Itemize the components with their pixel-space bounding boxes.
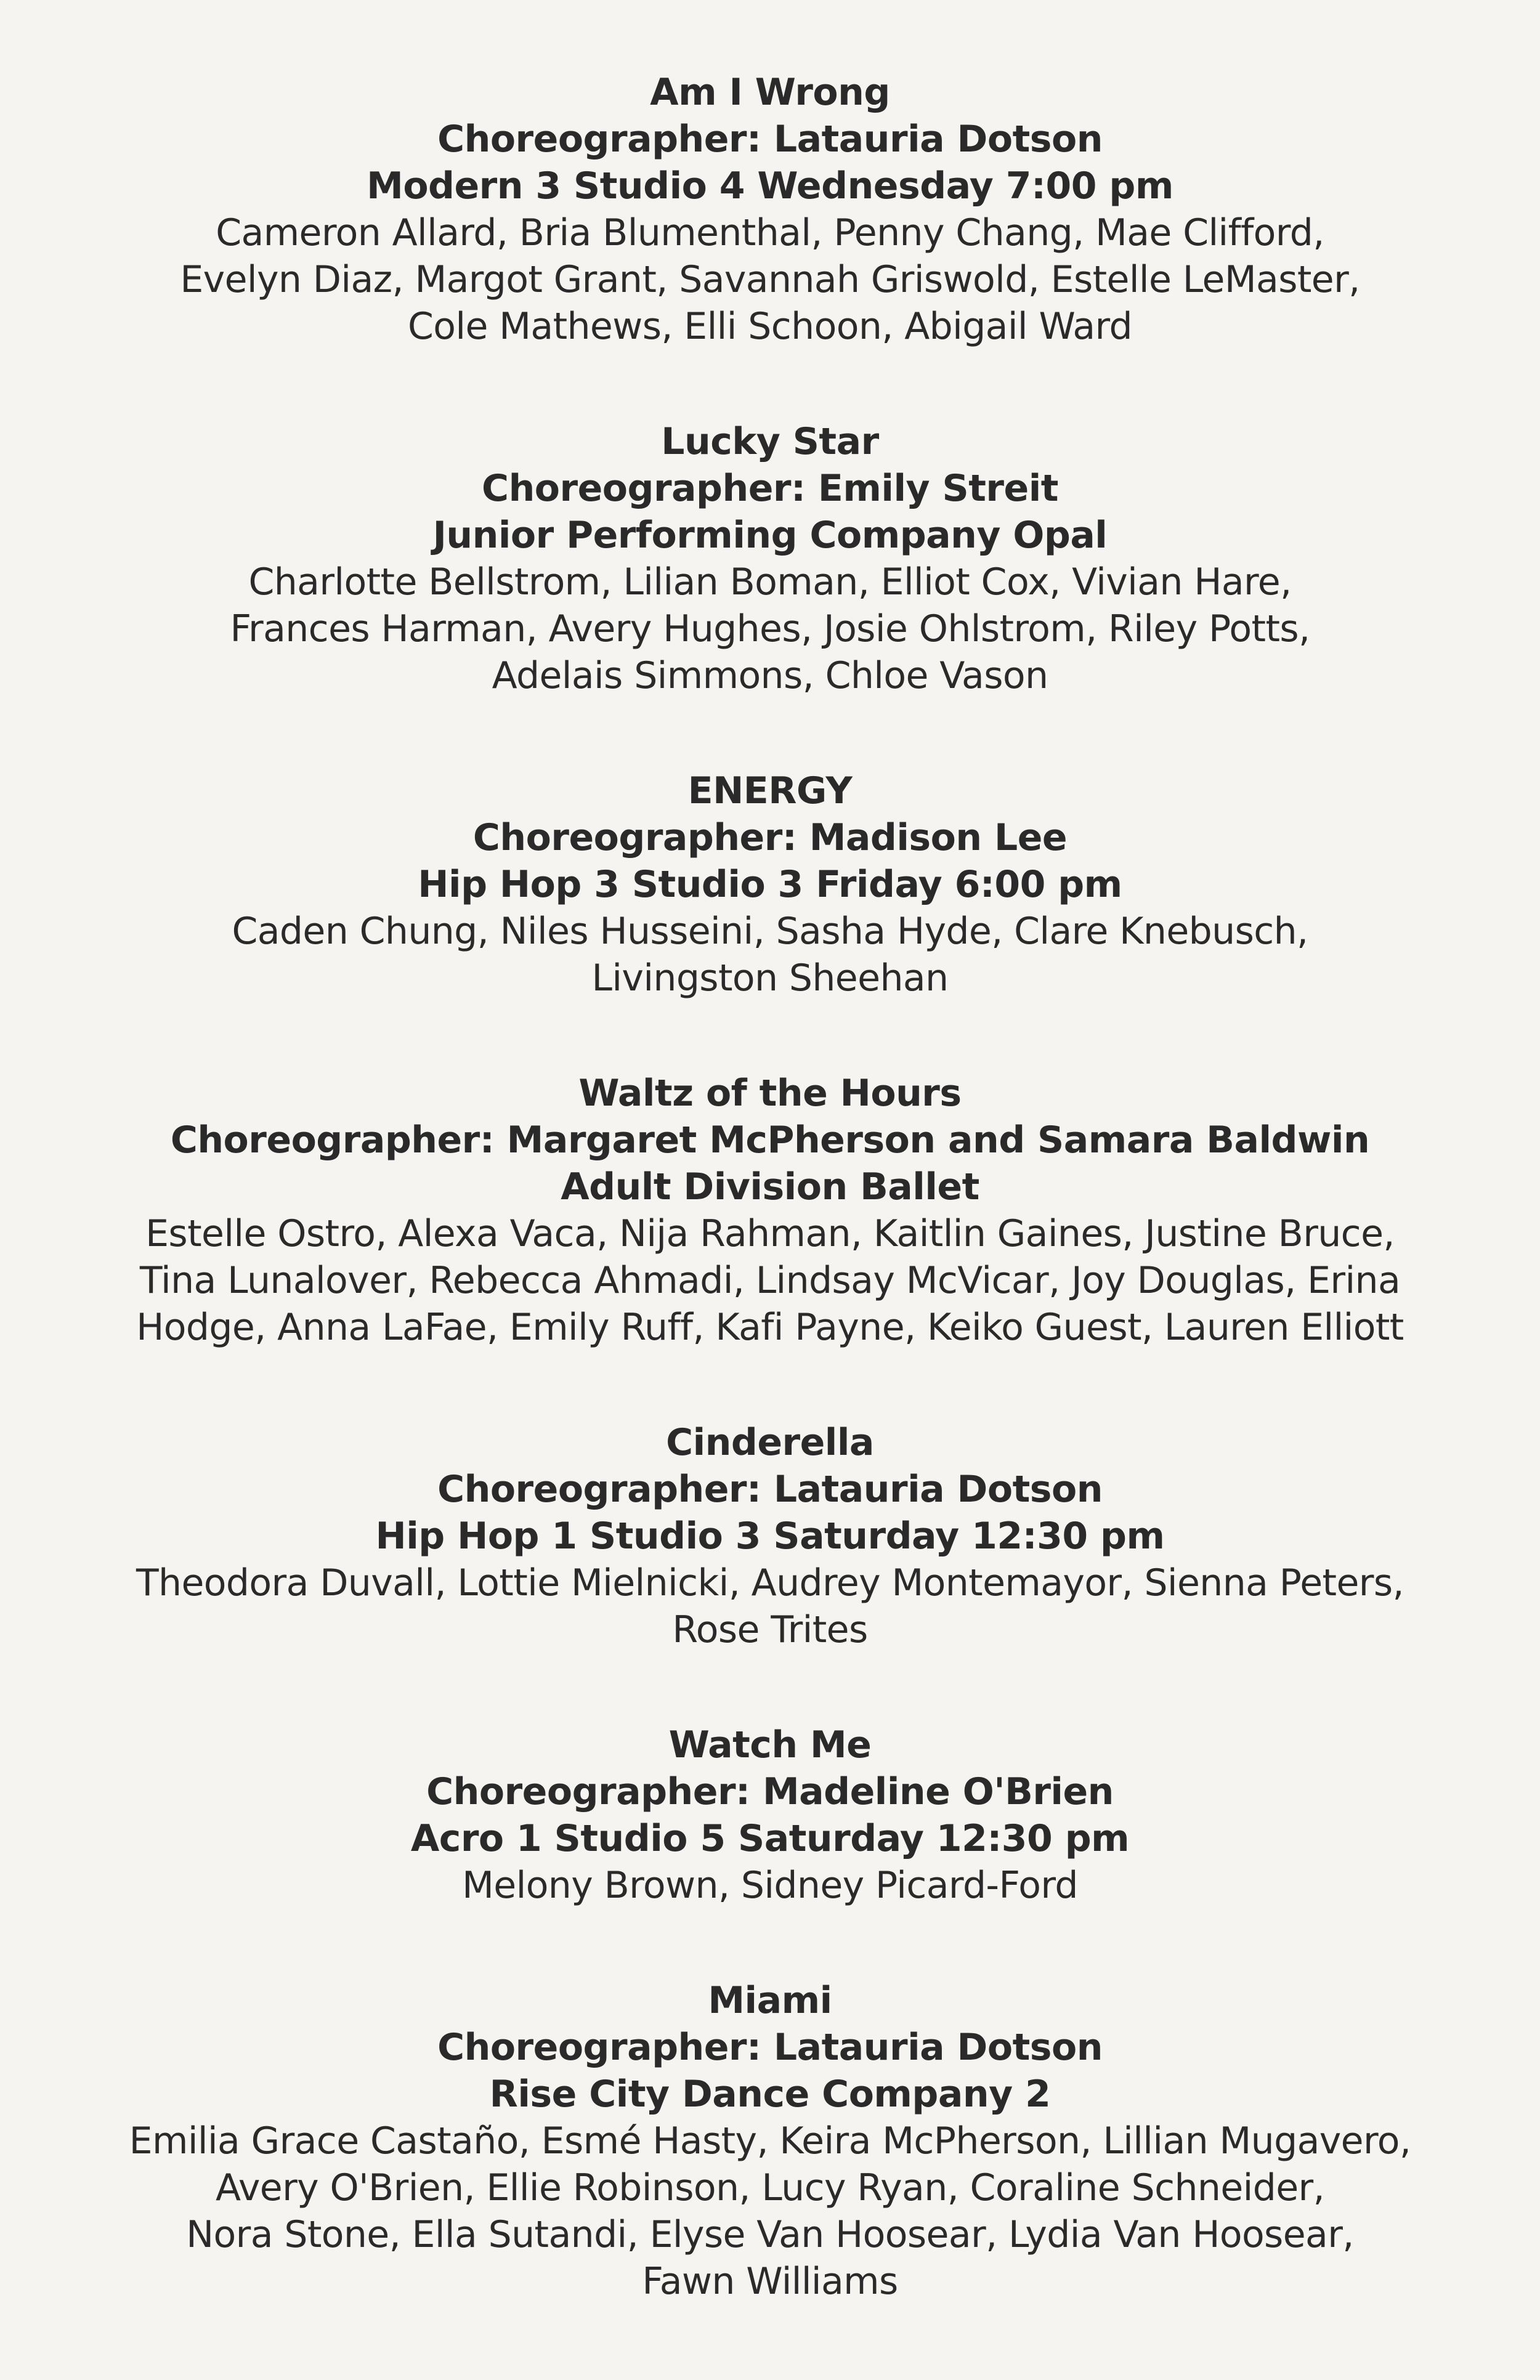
cast-line: Cole Mathews, Elli Schoon, Abigail Ward bbox=[407, 305, 1133, 348]
piece-choreographer: Choreographer: Margaret McPherson and Samara Baldwin bbox=[170, 1119, 1370, 1162]
piece-choreographer: Choreographer: Madison Lee bbox=[472, 816, 1068, 859]
piece-class-info: Hip Hop 1 Studio 3 Saturday 12:30 pm bbox=[375, 1515, 1165, 1558]
cast-line: Fawn Williams bbox=[642, 2260, 898, 2303]
cast-line: Theodora Duvall, Lottie Mielnicki, Audrey Montemayor, Sienna Peters, bbox=[136, 1561, 1404, 1605]
piece-choreographer: Choreographer: Latauria Dotson bbox=[437, 2026, 1103, 2069]
piece-entry bbox=[0, 1722, 1540, 1909]
cast-line: Evelyn Diaz, Margot Grant, Savannah Griswold, Estelle LeMaster, bbox=[180, 258, 1360, 301]
program-list bbox=[0, 69, 1540, 2373]
cast-line: Melony Brown, Sidney Picard-Ford bbox=[462, 1864, 1078, 1907]
piece-title: Cinderella bbox=[666, 1421, 874, 1464]
cast-line: Cameron Allard, Bria Blumenthal, Penny Chang, Mae Clifford, bbox=[216, 211, 1324, 254]
cast-line: Livingston Sheehan bbox=[591, 957, 949, 1000]
piece-choreographer: Choreographer: Latauria Dotson bbox=[437, 1468, 1103, 1511]
piece-entry bbox=[0, 1419, 1540, 1653]
piece-entry bbox=[0, 418, 1540, 699]
piece-class-info: Hip Hop 3 Studio 3 Friday 6:00 pm bbox=[418, 863, 1122, 906]
cast-line: Nora Stone, Ella Sutandi, Elyse Van Hoosear, Lydia Van Hoosear, bbox=[186, 2213, 1354, 2256]
cast-line: Hodge, Anna LaFae, Emily Ruff, Kafi Payne, Keiko Guest, Lauren Elliott bbox=[136, 1306, 1404, 1349]
piece-class-info: Adult Division Ballet bbox=[561, 1165, 979, 1208]
cast-line: Caden Chung, Niles Husseini, Sasha Hyde, Clare Knebusch, bbox=[232, 910, 1308, 953]
piece-choreographer: Choreographer: Latauria Dotson bbox=[437, 118, 1103, 161]
cast-line: Charlotte Bellstrom, Lilian Boman, Elliot Cox, Vivian Hare, bbox=[248, 561, 1292, 604]
piece-class-info: Acro 1 Studio 5 Saturday 12:30 pm bbox=[410, 1817, 1130, 1860]
piece-entry bbox=[0, 1070, 1540, 1351]
cast-line: Estelle Ostro, Alexa Vaca, Nija Rahman, Kaitlin Gaines, Justine Bruce, bbox=[145, 1212, 1395, 1255]
piece-choreographer: Choreographer: Emily Streit bbox=[482, 467, 1058, 510]
cast-line: Emilia Grace Castaño, Esmé Hasty, Keira McPherson, Lillian Mugavero, bbox=[129, 2119, 1411, 2163]
cast-line: Frances Harman, Avery Hughes, Josie Ohlstrom, Riley Potts, bbox=[230, 607, 1310, 650]
cast-line: Avery O'Brien, Ellie Robinson, Lucy Ryan, Coraline Schneider, bbox=[215, 2166, 1325, 2209]
piece-title: Am I Wrong bbox=[650, 71, 890, 114]
piece-entry bbox=[0, 69, 1540, 350]
cast-line: Rose Trites bbox=[672, 1608, 868, 1651]
cast-line: Tina Lunalover, Rebecca Ahmadi, Lindsay McVicar, Joy Douglas, Erina bbox=[139, 1259, 1401, 1302]
piece-title: Waltz of the Hours bbox=[578, 1072, 962, 1115]
piece-title: Miami bbox=[708, 1979, 832, 2022]
piece-title: ENERGY bbox=[687, 769, 853, 812]
piece-title: Watch Me bbox=[668, 1723, 872, 1767]
piece-class-info: Junior Performing Company Opal bbox=[432, 514, 1108, 557]
piece-class-info: Modern 3 Studio 4 Wednesday 7:00 pm bbox=[367, 164, 1173, 208]
piece-entry bbox=[0, 1977, 1540, 2305]
piece-title: Lucky Star bbox=[661, 420, 879, 463]
piece-entry bbox=[0, 767, 1540, 1002]
piece-choreographer: Choreographer: Madeline O'Brien bbox=[426, 1770, 1114, 1813]
piece-class-info: Rise City Dance Company 2 bbox=[489, 2073, 1051, 2116]
cast-line: Adelais Simmons, Chloe Vason bbox=[492, 654, 1048, 697]
